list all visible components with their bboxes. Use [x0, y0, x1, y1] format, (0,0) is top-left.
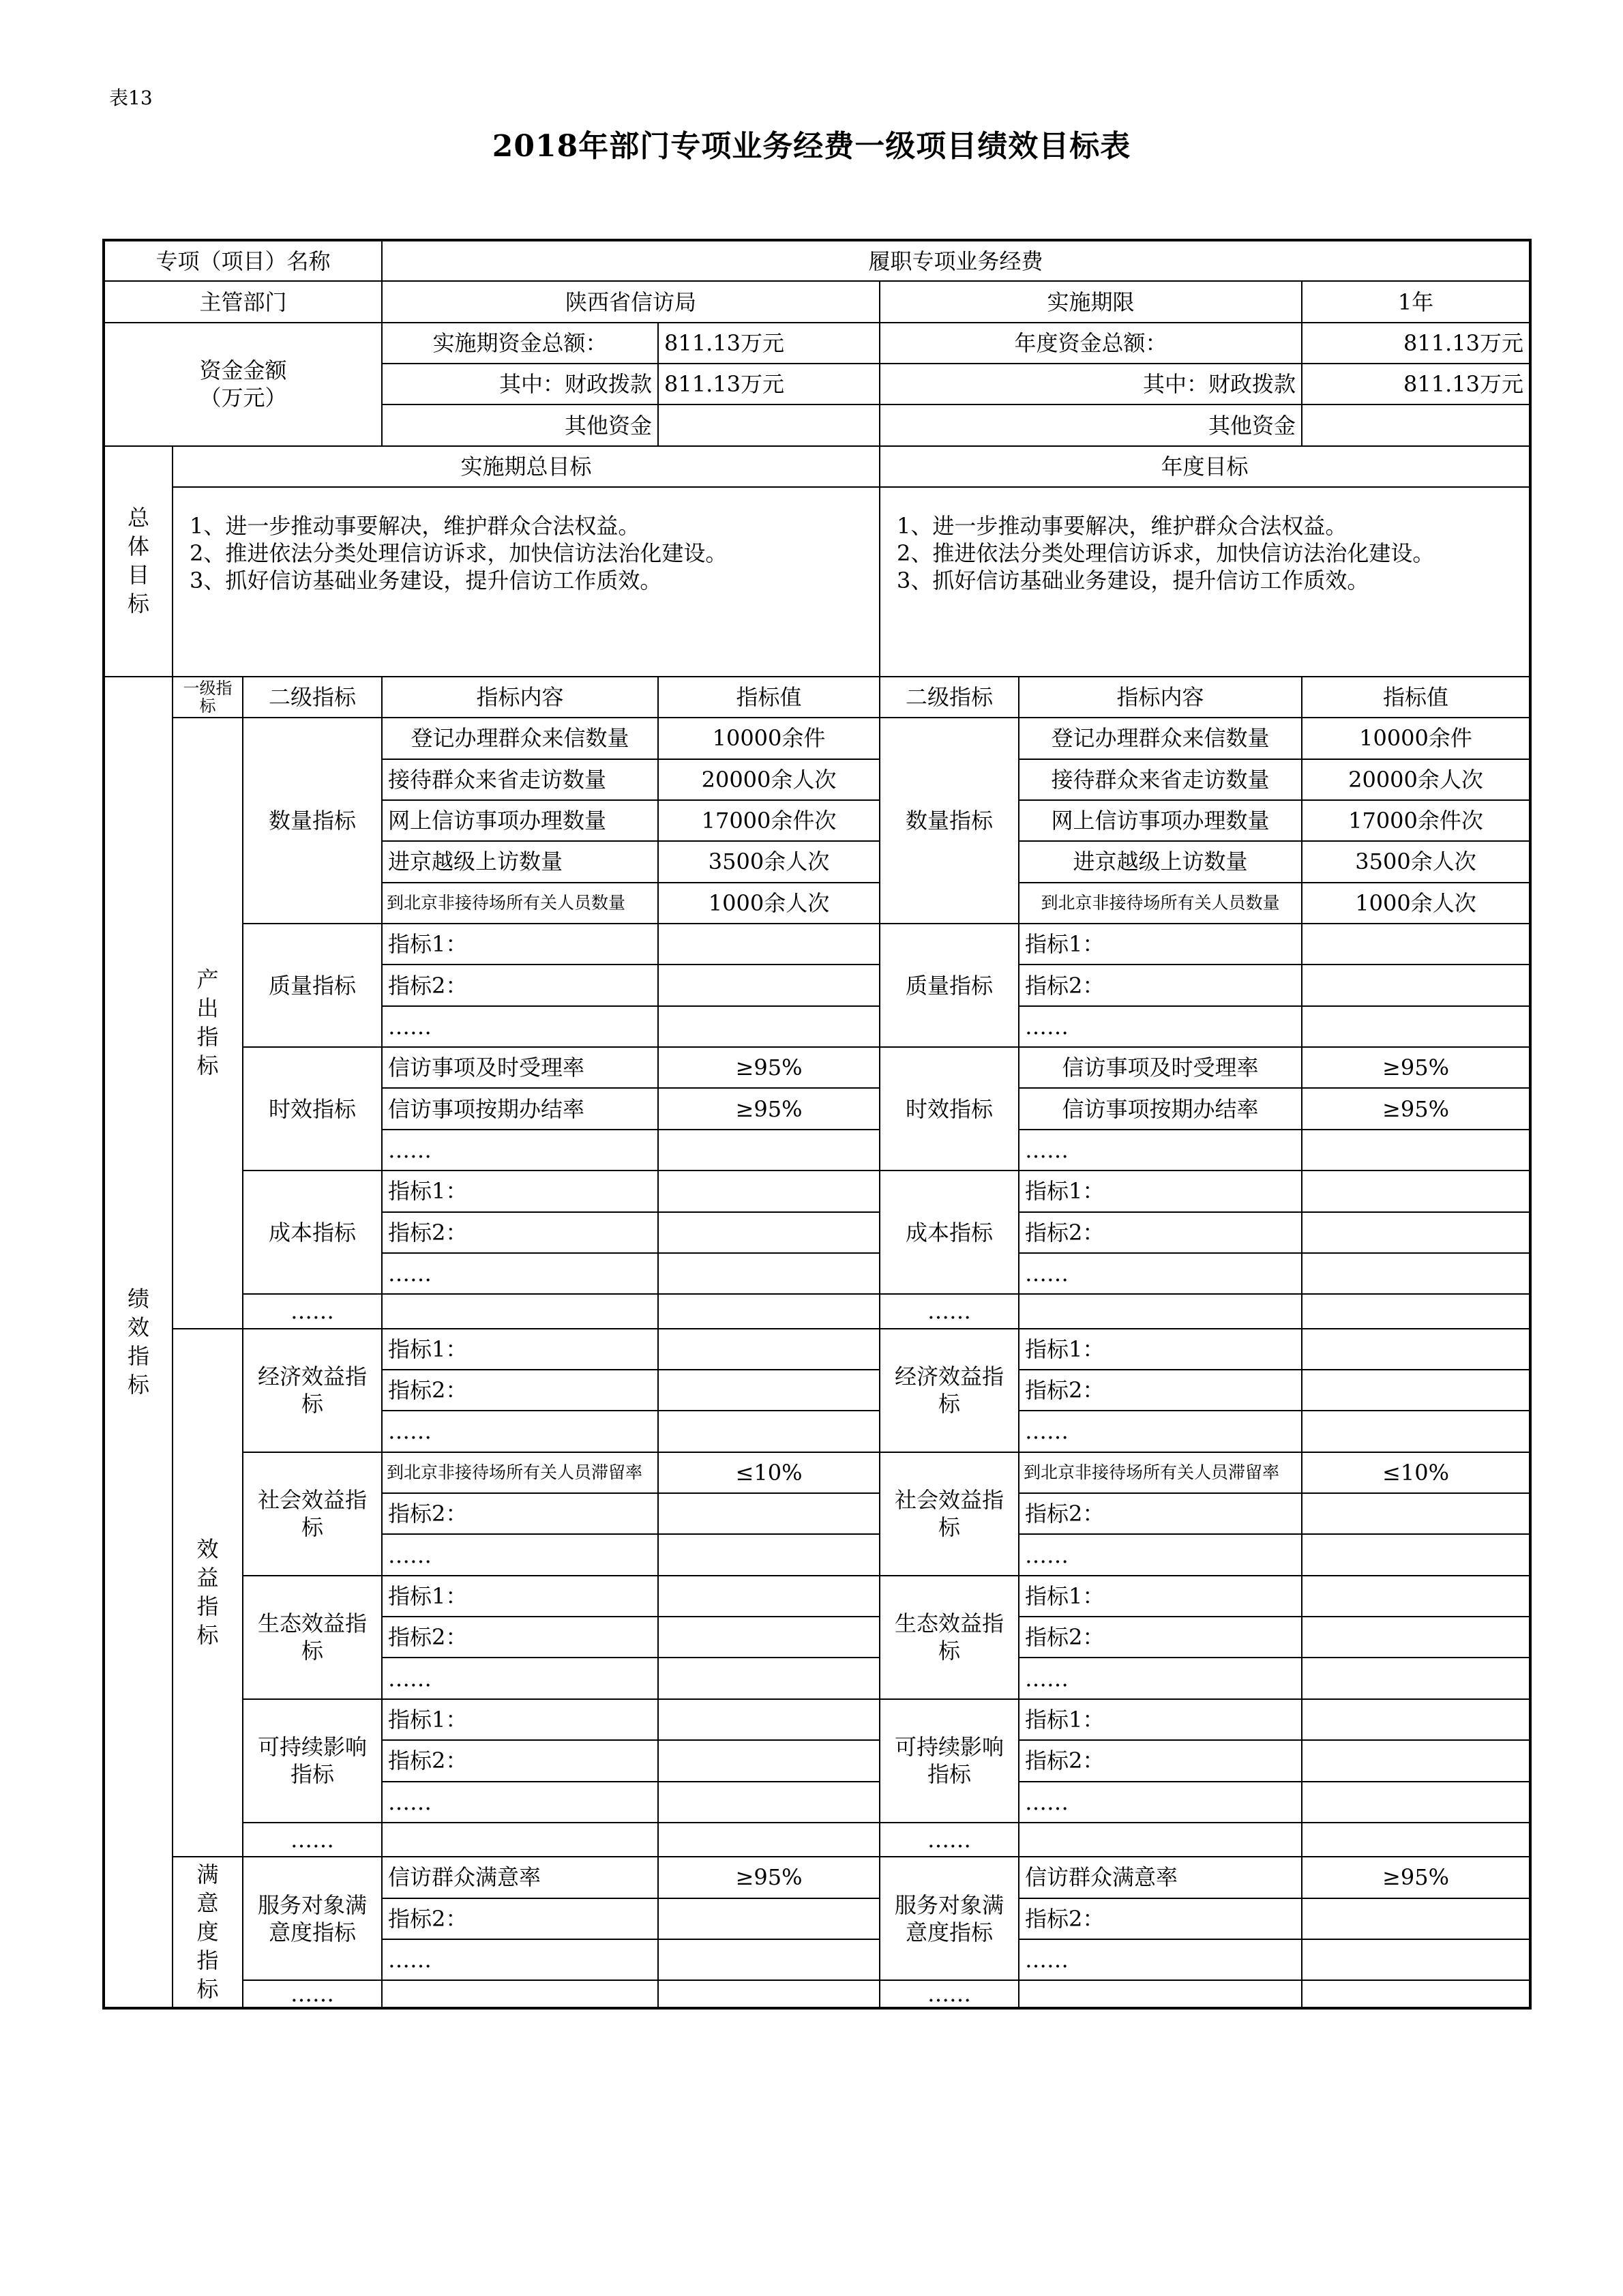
social-ellipsis: ……: [382, 1534, 658, 1575]
cost-value-annual-3: [1302, 1253, 1530, 1294]
economic-indicator-2: 指标2：: [382, 1370, 658, 1411]
quality-value-2: [658, 965, 880, 1005]
value-header-annual: 指标值: [1302, 677, 1530, 718]
satisfaction-more-value: [658, 1980, 880, 2008]
economic-value-2: [658, 1370, 880, 1411]
dept-label: 主管部门: [104, 281, 382, 322]
quality-indicator-1: 指标1：: [382, 924, 658, 965]
quality-category: 质量指标: [243, 924, 382, 1047]
impl-goal-3: 3、抓好信访基础业务建设，提升信访工作质效。: [190, 568, 662, 594]
benefit-more-content-annual: [1019, 1823, 1302, 1857]
timeliness-content-1: 信访事项及时受理率: [382, 1047, 658, 1088]
service-value-annual-1: ≥95%: [1302, 1857, 1530, 1898]
quantity-content-4: 进京越级上访数量: [382, 841, 658, 882]
output-more-ellipsis-annual: ……: [880, 1294, 1019, 1328]
cost-indicator-1: 指标1：: [382, 1171, 658, 1211]
funds-label: 资金金额: [199, 357, 287, 384]
period-label: 实施期限: [880, 281, 1302, 322]
social-ellipsis-annual: ……: [1019, 1534, 1302, 1575]
funds-label-cell: [104, 323, 382, 446]
overall-goal-label: 总体目标: [104, 446, 173, 677]
timeliness-ellipsis: ……: [382, 1130, 658, 1171]
quantity-value-4: 3500余人次: [658, 841, 880, 882]
benefit-indicator-label: 效益指标: [173, 1329, 243, 1857]
quantity-content-5: 到北京非接待场所有关人员数量: [382, 883, 658, 924]
service-ellipsis: ……: [382, 1939, 658, 1980]
timeliness-ellipsis-annual: ……: [1019, 1130, 1302, 1171]
timeliness-value-3: [658, 1130, 880, 1171]
quantity-value-annual-2: 20000余人次: [1302, 759, 1530, 800]
quality-value-annual-2: [1302, 965, 1530, 1005]
cost-value-3: [658, 1253, 880, 1294]
ecological-category: 生态效益指标: [243, 1576, 382, 1699]
satisfaction-more-ellipsis: ……: [243, 1980, 382, 2008]
annual-other-value: [1302, 404, 1530, 445]
benefit-more-value-annual: [1302, 1823, 1530, 1857]
quantity-value-annual-5: 1000余人次: [1302, 883, 1530, 924]
quantity-category-annual: 数量指标: [880, 718, 1019, 924]
output-more-content-annual: [1019, 1294, 1302, 1328]
economic-indicator-1: 指标1：: [382, 1329, 658, 1370]
ecological-value-1: [658, 1576, 880, 1617]
benefit-more-ellipsis-annual: ……: [880, 1823, 1019, 1857]
annual-goals: [880, 487, 1530, 677]
impl-goal-1: 1、进一步推动事要解决，维护群众合法权益。: [190, 513, 640, 540]
quantity-value-3: 17000余件次: [658, 800, 880, 841]
cost-ellipsis-annual: ……: [1019, 1253, 1302, 1294]
social-indicator-annual-2: 指标2：: [1019, 1493, 1302, 1534]
cost-category-annual: 成本指标: [880, 1171, 1019, 1294]
ecological-value-annual-2: [1302, 1617, 1530, 1658]
quantity-content-3: 网上信访事项办理数量: [382, 800, 658, 841]
social-category-annual: 社会效益指标: [880, 1452, 1019, 1576]
service-category: 服务对象满意度指标: [243, 1857, 382, 1980]
service-value-annual-3: [1302, 1939, 1530, 1980]
impl-other-value: [658, 404, 880, 445]
impl-fiscal-value: 811.13万元: [658, 364, 880, 404]
sustainable-value-annual-2: [1302, 1740, 1530, 1781]
ecological-ellipsis-annual: ……: [1019, 1658, 1302, 1698]
ecological-indicator-annual-2: 指标2：: [1019, 1617, 1302, 1658]
social-value-annual-2: [1302, 1493, 1530, 1534]
annual-goal-1: 1、进一步推动事要解决，维护群众合法权益。: [897, 513, 1347, 540]
quality-indicator-2: 指标2：: [382, 965, 658, 1005]
benefit-more-ellipsis: ……: [243, 1823, 382, 1857]
satisfaction-more-content-annual: [1019, 1980, 1302, 2008]
ecological-indicator-annual-1: 指标1：: [1019, 1576, 1302, 1617]
sustainable-value-2: [658, 1740, 880, 1781]
economic-ellipsis: ……: [382, 1411, 658, 1452]
economic-value-annual-1: [1302, 1329, 1530, 1370]
social-content-1: 到北京非接待场所有关人员滞留率: [382, 1452, 658, 1493]
annual-other-label: 其他资金: [880, 404, 1302, 445]
level1-header: 一级指标: [173, 677, 243, 718]
timeliness-content-annual-2: 信访事项按期办结率: [1019, 1088, 1302, 1129]
quality-value-1: [658, 924, 880, 965]
social-category: 社会效益指标: [243, 1452, 382, 1576]
dept-value: 陕西省信访局: [382, 281, 880, 322]
satisfaction-more-content: [382, 1980, 658, 2008]
service-value-annual-2: [1302, 1898, 1530, 1939]
economic-category: 经济效益指标: [243, 1329, 382, 1452]
social-content-annual-1: 到北京非接待场所有关人员滞留率: [1019, 1452, 1302, 1493]
impl-goal-2: 2、推进依法分类处理信访诉求，加快信访法治化建设。: [190, 540, 728, 567]
level2-header-annual: 二级指标: [880, 677, 1019, 718]
quality-ellipsis: ……: [382, 1006, 658, 1047]
sustainable-indicator-annual-2: 指标2：: [1019, 1740, 1302, 1781]
economic-value-1: [658, 1329, 880, 1370]
quantity-content-annual-3: 网上信访事项办理数量: [1019, 800, 1302, 841]
service-indicator-annual-2: 指标2：: [1019, 1898, 1302, 1939]
quantity-value-5: 1000余人次: [658, 883, 880, 924]
content-header-annual: 指标内容: [1019, 677, 1302, 718]
satisfaction-indicator-label: 满意度指标: [173, 1857, 243, 2008]
annual-total-value: 811.13万元: [1302, 323, 1530, 364]
page-title: 2018年部门专项业务经费一级项目绩效目标表: [492, 129, 1131, 164]
economic-indicator-annual-1: 指标1：: [1019, 1329, 1302, 1370]
quantity-content-annual-1: 登记办理群众来信数量: [1019, 718, 1302, 759]
annual-goal-2: 2、推进依法分类处理信访诉求，加快信访法治化建设。: [897, 540, 1435, 567]
funds-unit: （万元）: [199, 385, 287, 411]
annual-goal-header: 年度目标: [880, 446, 1530, 487]
output-more-ellipsis: ……: [243, 1294, 382, 1328]
timeliness-value-annual-2: ≥95%: [1302, 1088, 1530, 1129]
timeliness-content-2: 信访事项按期办结率: [382, 1088, 658, 1129]
annual-fiscal-value: 811.13万元: [1302, 364, 1530, 404]
quantity-content-annual-2: 接待群众来省走访数量: [1019, 759, 1302, 800]
ecological-value-annual-1: [1302, 1576, 1530, 1617]
quantity-content-1: 登记办理群众来信数量: [382, 718, 658, 759]
output-more-content: [382, 1294, 658, 1328]
quantity-value-annual-4: 3500余人次: [1302, 841, 1530, 882]
cost-value-2: [658, 1212, 880, 1253]
output-more-value: [658, 1294, 880, 1328]
impl-other-label: 其他资金: [382, 404, 658, 445]
service-category-annual: 服务对象满意度指标: [880, 1857, 1019, 1980]
sustainable-value-annual-3: [1302, 1782, 1530, 1823]
quantity-category: 数量指标: [243, 718, 382, 924]
sustainable-ellipsis: ……: [382, 1782, 658, 1823]
service-ellipsis-annual: ……: [1019, 1939, 1302, 1980]
quantity-content-2: 接待群众来省走访数量: [382, 759, 658, 800]
cost-indicator-2: 指标2：: [382, 1212, 658, 1253]
ecological-indicator-1: 指标1：: [382, 1576, 658, 1617]
service-content-annual-1: 信访群众满意率: [1019, 1857, 1302, 1898]
social-value-2: [658, 1493, 880, 1534]
level2-header: 二级指标: [243, 677, 382, 718]
service-value-3: [658, 1939, 880, 1980]
service-value-2: [658, 1898, 880, 1939]
sustainable-value-1: [658, 1699, 880, 1740]
cost-value-annual-2: [1302, 1212, 1530, 1253]
output-indicator-label: 产出指标: [173, 718, 243, 1328]
service-content-1: 信访群众满意率: [382, 1857, 658, 1898]
timeliness-value-2: ≥95%: [658, 1088, 880, 1129]
impl-goal-header: 实施期总目标: [173, 446, 880, 487]
impl-total-value: 811.13万元: [658, 323, 880, 364]
quality-category-annual: 质量指标: [880, 924, 1019, 1047]
timeliness-value-annual-1: ≥95%: [1302, 1047, 1530, 1088]
economic-value-annual-2: [1302, 1370, 1530, 1411]
cost-value-annual-1: [1302, 1171, 1530, 1211]
benefit-more-value: [658, 1823, 880, 1857]
economic-ellipsis-annual: ……: [1019, 1411, 1302, 1452]
value-header: 指标值: [658, 677, 880, 718]
cost-ellipsis: ……: [382, 1253, 658, 1294]
output-more-value-annual: [1302, 1294, 1530, 1328]
satisfaction-more-value-annual: [1302, 1980, 1530, 2008]
quality-value-annual-3: [1302, 1006, 1530, 1047]
ecological-value-3: [658, 1658, 880, 1698]
quantity-value-2: 20000余人次: [658, 759, 880, 800]
cost-indicator-annual-2: 指标2：: [1019, 1212, 1302, 1253]
quantity-value-annual-1: 10000余件: [1302, 718, 1530, 759]
impl-total-label: 实施期资金总额：: [382, 323, 658, 364]
sustainable-value-3: [658, 1782, 880, 1823]
ecological-category-annual: 生态效益指标: [880, 1576, 1019, 1699]
ecological-indicator-2: 指标2：: [382, 1617, 658, 1658]
table-label: 表13: [109, 87, 153, 109]
annual-total-label: 年度资金总额：: [880, 323, 1302, 364]
quantity-value-annual-3: 17000余件次: [1302, 800, 1530, 841]
economic-value-3: [658, 1411, 880, 1452]
cost-value-1: [658, 1171, 880, 1211]
project-name-label: 专项（项目）名称: [104, 240, 382, 281]
social-value-annual-1: ≤10%: [1302, 1452, 1530, 1493]
cost-indicator-annual-1: 指标1：: [1019, 1171, 1302, 1211]
timeliness-value-1: ≥95%: [658, 1047, 880, 1088]
sustainable-category: 可持续影响指标: [243, 1699, 382, 1823]
sustainable-indicator-annual-1: 指标1：: [1019, 1699, 1302, 1740]
quality-value-3: [658, 1006, 880, 1047]
quantity-content-annual-4: 进京越级上访数量: [1019, 841, 1302, 882]
social-indicator-2: 指标2：: [382, 1493, 658, 1534]
sustainable-value-annual-1: [1302, 1699, 1530, 1740]
service-indicator-2: 指标2：: [382, 1898, 658, 1939]
quality-indicator-annual-2: 指标2：: [1019, 965, 1302, 1005]
quality-indicator-annual-1: 指标1：: [1019, 924, 1302, 965]
quality-value-annual-1: [1302, 924, 1530, 965]
performance-target-table: [102, 239, 1532, 2010]
ecological-value-2: [658, 1617, 880, 1658]
content-header: 指标内容: [382, 677, 658, 718]
quality-ellipsis-annual: ……: [1019, 1006, 1302, 1047]
economic-value-annual-3: [1302, 1411, 1530, 1452]
sustainable-category-annual: 可持续影响指标: [880, 1699, 1019, 1823]
project-name-value: 履职专项业务经费: [382, 240, 1530, 281]
quantity-content-annual-5: 到北京非接待场所有关人员数量: [1019, 883, 1302, 924]
sustainable-indicator-1: 指标1：: [382, 1699, 658, 1740]
timeliness-category-annual: 时效指标: [880, 1047, 1019, 1171]
annual-fiscal-label: 其中：财政拨款: [880, 364, 1302, 404]
quantity-value-1: 10000余件: [658, 718, 880, 759]
impl-goals: [173, 487, 880, 677]
ecological-value-annual-3: [1302, 1658, 1530, 1698]
social-value-annual-3: [1302, 1534, 1530, 1575]
social-value-3: [658, 1534, 880, 1575]
annual-goal-3: 3、抓好信访基础业务建设，提升信访工作质效。: [897, 568, 1369, 594]
service-value-1: ≥95%: [658, 1857, 880, 1898]
economic-indicator-annual-2: 指标2：: [1019, 1370, 1302, 1411]
timeliness-category: 时效指标: [243, 1047, 382, 1171]
social-value-1: ≤10%: [658, 1452, 880, 1493]
perf-indicator-label: 绩效指标: [104, 677, 173, 2008]
sustainable-indicator-2: 指标2：: [382, 1740, 658, 1781]
timeliness-value-annual-3: [1302, 1130, 1530, 1171]
cost-category: 成本指标: [243, 1171, 382, 1294]
ecological-ellipsis: ……: [382, 1658, 658, 1698]
timeliness-content-annual-1: 信访事项及时受理率: [1019, 1047, 1302, 1088]
benefit-more-content: [382, 1823, 658, 1857]
period-value: 1年: [1302, 281, 1530, 322]
economic-category-annual: 经济效益指标: [880, 1329, 1019, 1452]
sustainable-ellipsis-annual: ……: [1019, 1782, 1302, 1823]
satisfaction-more-ellipsis-annual: ……: [880, 1980, 1019, 2008]
impl-fiscal-label: 其中：财政拨款: [382, 364, 658, 404]
